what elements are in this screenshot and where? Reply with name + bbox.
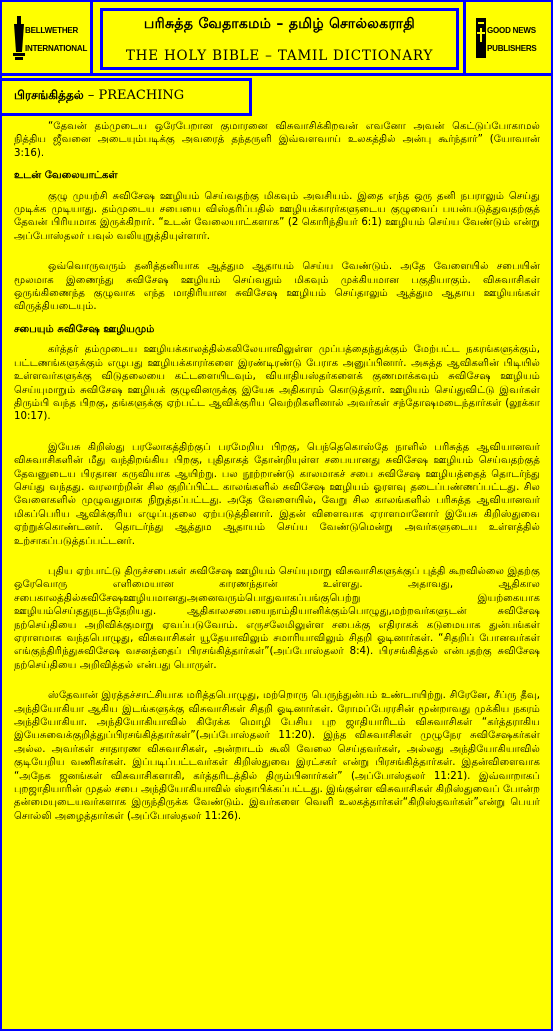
right-logo-line2: PUBLISHERS: [487, 44, 537, 53]
title-tamil: பரிசுத்த வேதாகமம் – தமிழ் சொல்லகராதி: [143, 16, 416, 32]
section-title: [14, 88, 184, 104]
left-logo-line2: INTERNATIONAL: [25, 44, 88, 53]
section-title-separator: –: [83, 88, 99, 103]
book-icon: [474, 12, 488, 64]
header: [2, 2, 551, 76]
lamp-icon: [12, 12, 26, 64]
title-english: THE HOLY BIBLE – TAMIL DICTIONARY: [125, 48, 434, 64]
paragraph: புதிய ஏற்பாட்டு திருச்சபைகள் சுவிசேஷ ஊழியம் செய்யுமாறு விசுவாசிகளுக்குப் புத்தி கூறவில்லை இதற்கு ஒரேவொரு எளிமையான காரணந்தான் உள்ளது. அதாவது, ஆதிகால சபைகாலத்தில்சுவிசேஷஊழியமானதுஅனைவரும்பொதுவாகப்பங்குபெற்று இயற்கையாக ஊழியம்செய்ததுநடந்தேறியது. ஆதிகாலசபையைநாம்தியானிக்கும்பொழுது,மற்றவர்களுடன் சுவிசேஷ நற்செய்தியை அறிவிக்குமாறு ஏவப்படுவோம். எருசலேமிலுள்ள சபைக்கு எதிராகக் கடுமையாக துன்பங்கள் ஏராளமாக வந்தபொழுது, விசுவாசிகள் யூதேயாவிலும் சமாரியாவிலும் சிதறி ஓடினார்கள். “சிதறிப் போனவர்கள் எங்குந்திரிந்துசுவிசேஷ வசனத்தைப் பிரசங்கித்தார்கள்”(அப்போஸ்தலர் 8:4). பிரசங்கித்தல் என்பதற்கு சுவிசேஷ நற்செய்தியை அறிவித்தல் என்பது பொருள்.: [14, 565, 540, 671]
left-logo-line1: BELLWETHER: [25, 26, 79, 35]
paragraph: கர்த்தர் தம்முடைய ஊழியக்காலத்தில்கலிலேயாவிலுள்ள முப்பத்தைந்துக்கும் மேற்பட்ட நகரங்களுக்கும், பட்டணங்களுக்கும் எழுபது ஊழியக்காரர்களை இரண்டிரண்டு பேராக அனுப்பினார். அசுத்த ஆவிகளின் பிடியில் உள்ளவர்களுக்கு விடுதலையை கட்டளையிடவும், வியாதியஸ்தர்களைக் குணமாக்கவும் சுவிசேஷ ஊழியம் செய்யுமாறும் சுவிசேஷ ஊழியக் குழுவினருக்கு இயேசு அதிகாரம் கொடுத்தார். ஊழியம் செய்துவிட்டு இவர்கள் திரும்பி வந்த பிறகு, தங்களுக்கு ஏற்பட்ட ஆவிக்குரிய வெற்றிகளினால் அவர்கள் சந்தோஷமடைந்தார்கள் (லூக்கா 10:17).: [14, 344, 540, 423]
good-news-logo: [463, 2, 551, 73]
section-title-box: [2, 78, 252, 116]
right-logo-line1: GOOD NEWS: [487, 26, 536, 35]
paragraph: ஸ்தேவான் இரத்தச்சாட்சியாக மரித்தபொழுது, மற்றொரு பெருந்துன்பம் உண்டாயிற்று. சிரேனே, சீப்ரு தீவு, அந்தியோகியா ஆகிய இடங்களுக்கு விசுவாசிகள் சிதறி ஓடினார்கள். ரோமப்பேரரசின் மூன்றாவது முக்கிய நகரம் அந்தியோகியா. அந்தியோகியாவில் கிரேக்க மொழி பேசிய புற ஜாதியாரிடம் விசுவாசிகள் “கர்த்தராகிய இயேசுவைக்குறித்துப்பிரசங்கித்தார்கள்”(அப்போஸ்தலர் 11:20). இந்த விசுவாசிகள் முழுநேர சுவிசேஷகர்கள் அல்ல. அவர்கள் சாதாரண விசுவாசிகள், அன்றாடம் கூலி வேலை செய்தவர்கள், அல்லது அந்தியோகியாவில் குடியேறிய வணிகர்கள். இப்படிப்பட்டவர்கள் கிறிஸ்துவை இரட்சகர் என்று பிரசங்கித்தார்கள். இதன்விளைவாக “அநேக ஜனங்கள் விசுவாசிகளாகி, கர்த்தரிடத்தில் திரும்பினார்கள்” (அப்போஸ்தலர் 11:21). இவ்வாறாகப் புறஜாதியாரின் முதல் சபை அந்தியோகியாவில் ஸ்தாபிக்கப்பட்டது. இங்குள்ள விசுவாசிகள் கிறிஸ்துவைப் போன்ற தன்மையுடையவர்களாக இருந்திருக்க வேண்டும். இவர்களை வெளி உலகத்தார்கள்“கிறிஸ்தவர்கள்”என்று பெயர் சொல்லி அழைத்தார்கள் (அப்போஸ்தலர் 11:26).: [14, 690, 540, 822]
bellwether-logo: [2, 2, 93, 73]
paragraph: குழு முயற்சி சுவிசேஷ ஊழியம் செய்வதற்கு மிகவும் அவசியம். இதை எந்த ஒரு தனி நபராலும் செய்து முடிக்க முடியாது. தம்முடைய சபையை விஸ்தரிப்பதில் ஊழியக்காரர்களுடைய குழுவைப் பயன்படுத்துவதற்குத் தேவன் பிரியமாக இருக்கிறார். “உடன் வேலையாட்களாக” (2 கொரிந்தியர் 6:1) ஊழியம் செய்ய வேண்டும் என்று அப்போஸ்தலர் பவுல் வலியுறுத்தியுள்ளார்.: [14, 190, 540, 242]
paragraph: இயேசு கிறிஸ்து பரலோகத்திற்குப் பரமேறிய பிறகு, பெந்தெகொஸ்தே நாளில் பரிசுத்த ஆவியானவர் விசுவாசிகளின் மீது வந்திறங்கிய பிறகு, புதிதாகத் தோன்றியுள்ள சபையானது சுவிசேஷ ஊழியம் செய்வதற்குத் தேவனுடைய பிரதான கருவியாக ஆயிற்று. பல நூற்றாண்டு காலமாகச் சபை சுவிசேஷ ஊழியத்தைத் தொடர்ந்து செய்து வந்தது. வரலாற்றின் சில குறிப்பிட்ட காலங்களில் சுவிசேஷ ஊழியம் ஓரளவு தடைப்பண்ணப்பட்டது. சில வேளைகளில் முழுவதுமாக நிறுத்தப்பட்டது. அதே வேளையில், வேறு சில காலங்களில் பரிசுத்த ஆவியானவர் மிகப்பெரிய ஆவிக்குரிய எழுப்புதலை ஏற்படுத்தினார். இதன் விளைவாக ஏராளமானோர் இயேசு கிறிஸ்துவை ஏற்றுக்கொண்டனர். தொடர்ந்து ஆத்தும ஆதாயம் செய்ய வேண்டுமென்று அவர்களுடைய உள்ளத்தில் உற்சாகப்படுத்தப்பட்டனர்.: [14, 441, 540, 547]
title-box: [100, 8, 459, 70]
article-body: [14, 120, 540, 832]
heading-church-evangelism: சபையும் சுவிசேஷ ஊழியமும்: [14, 323, 155, 335]
intro-verse: “தேவன் தம்முடைய ஒரேபேறான குமாரனை விசுவாசிக்கிறவன் எவனோ அவன் கெட்டுப்போகாமல் நித்திய ஜீவனை அடையும்படிக்கு அவரைத் தந்தருளி இவ்வளவாய் உலகத்தில் அன்பு கூர்ந்தார்” (யோவான் 3:16).: [14, 121, 540, 159]
section-title-english: PREACHING: [98, 88, 185, 103]
heading-co-workers: உடன் வேலையாட்கள்: [14, 170, 118, 182]
paragraph: ஒவ்வொருவரும் தனித்தனியாக ஆத்தும ஆதாயம் செய்ய வேண்டும். அதே வேளையில் சபையின் மூலமாக இணைந்து சுவிசேஷ ஊழியம் செய்வதும் மிகவும் முக்கியமான பகுதியாகும். விசுவாசிகள் ஒருங்கிணைந்த குழுவாக எந்த மாதிரியான சுவிசேஷ ஊழியம் செய்தாலும் ஆத்தும ஆதாய ஊழியங்கள் விருத்தியடையும்.: [14, 261, 540, 313]
section-title-tamil: பிரசங்கித்தல்: [14, 88, 84, 102]
